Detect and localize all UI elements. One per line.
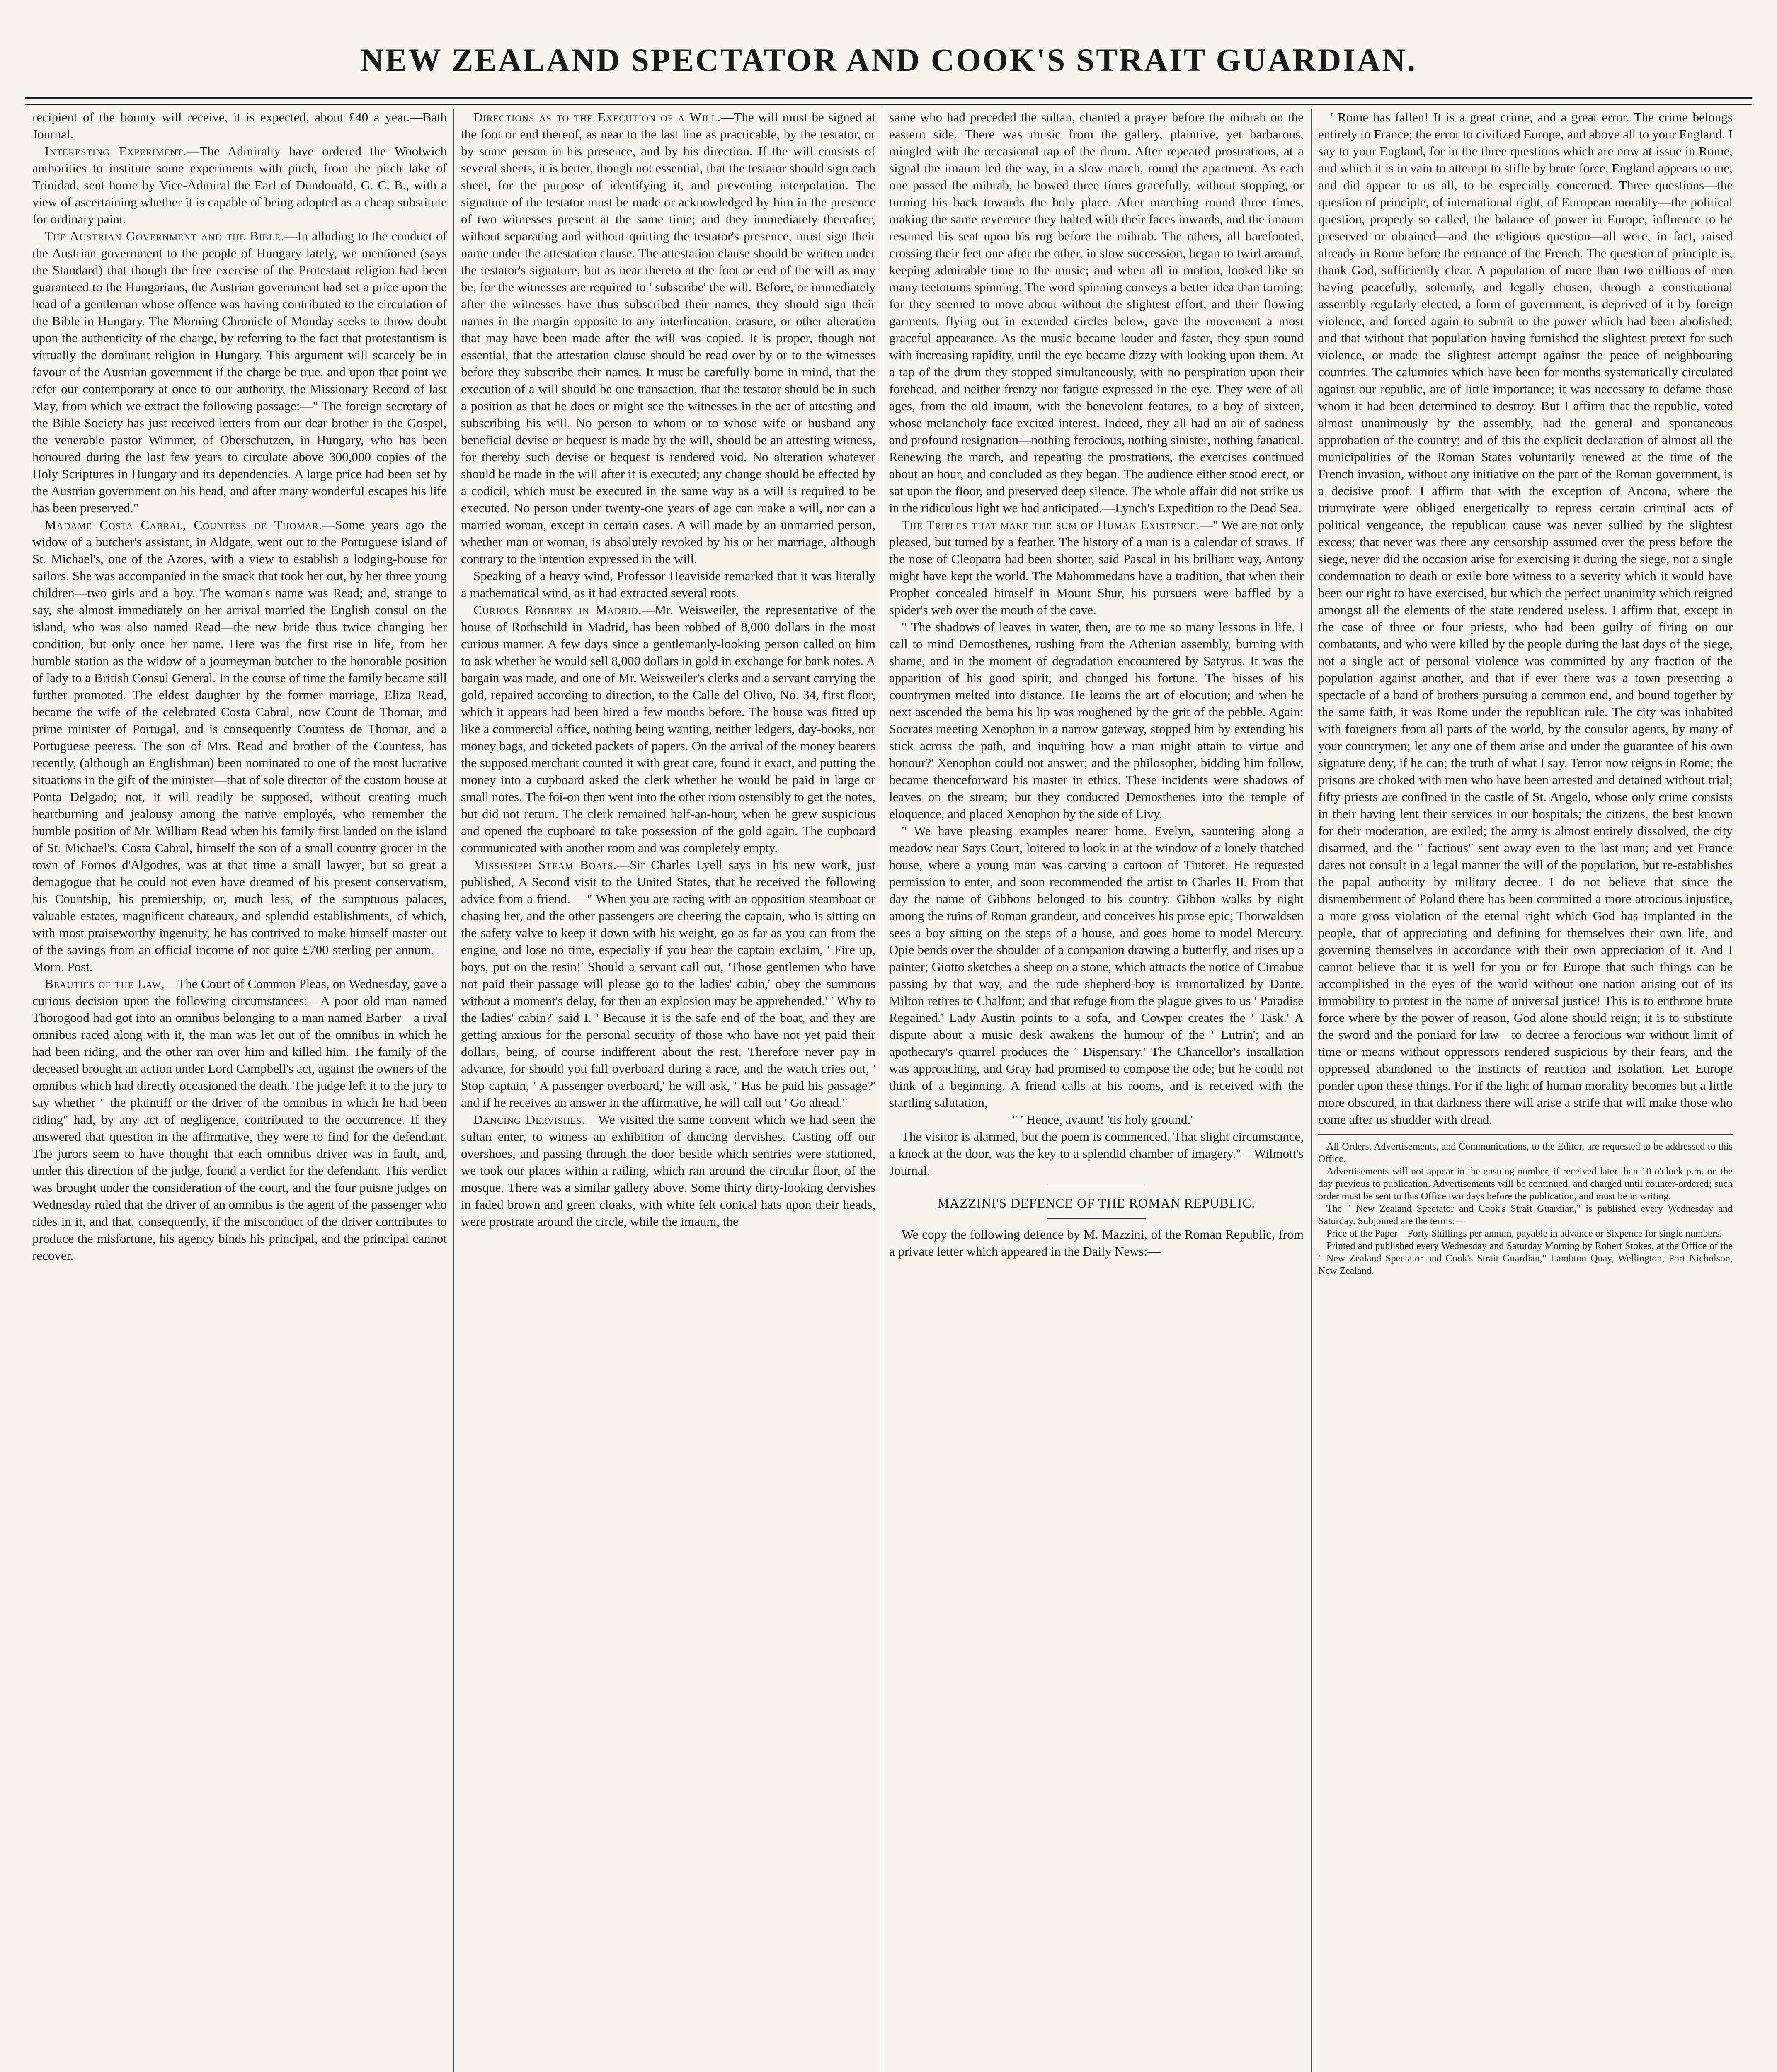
article-paragraph: The visitor is alarmed, but the poem is commenced. That slight circumstance, a knock at the door, was the key to a splendid chamber of imagery."—Wilmott's Journal. [889, 1129, 1304, 1178]
article-heading: Interesting Experiment. [45, 144, 187, 158]
column-divider [1311, 109, 1312, 2072]
article-body: —In alluding to the conduct of the Austrian government to the people of Hungary lately, we mentioned (says the Standard) that though the free exercise of the Protestant religion had been guaranteed to the Hungarians, the Austrian government had set a price upon the head of a gentleman whose offence was having contributed to the circulation of the Bible in Hungary. The Morning Chronicle of Monday seeks to throw doubt upon the authenticity of the charge, by referring to the fact that protestantism is virtually the dominant religion in Hungary. This argument will scarcely be in favour of the Austrian government if the charge be true, and upon that point we refer our contemporary at once to our authority, the Missionary Record of last May, from which we extract the following passage:—" The foreign secretary of the Bible Society has just received letters from our dear brother in the Gospel, the venerable pastor Wimmer, of Oberschutzen, in Hungary, who has been honoured during the last few years to circulate above 300,000 copies of the Holy Scriptures in Hungary and its dependencies. A large price had been set by the Austrian government on his head, and after many wonderful escapes his life has been preserved." [32, 229, 447, 515]
section-heading: MAZZINI'S DEFENCE OF THE ROMAN REPUBLIC. [937, 1196, 1256, 1210]
article-trifles [889, 516, 1304, 618]
article-body: —Some years ago the widow of a butcher's assistant, in Aldgate, went out to the Portuguese island of St. Michael's, one of the Azores, with a view to establish a lodging-house for sailors. She was accompanied in the smack that took her out, by her three young children—two girls and a boy. The woman's name was Read; and, strange to say, she almost immediately on her arrival married the English consul on the island, who was also named Read—the new bride thus twice changing her condition, but only once her name. Here was the first rise in life, from her humble station as the widow of a journeyman butcher to the honorable position of lady to a British Consul General. In the course of time the family became still further promoted. The eldest daughter by the former marriage, Eliza Read, became the wife of the celebrated Costa Cabral, now Count de Thomar, and prime minister of Portugal, and is consequently Countess de Thomar, and a Portuguese peeress. The son of Mrs. Read and brother of the Countess, has recently, (although an Englishman) been nominated to one of the most lucrative situations in the gift of the minister—that of sole director of the custom house at Ponta Delgado; not, it will readily be supposed, without creating much heartburning and jealousy among the native employés, who remember the humble position of Mr. William Read when his family first landed on the island of St. Michael's. Costa Cabral, himself the son of a small country grocer in the town of Fornos d'Algodres, was at that time a small lawyer, but so great a demagogue that he could not even have dreamed of his present conservatism, his Countship, his premiership, or, much less, of the sumptuous palaces, valuable estates, magnificent chateaux, and splendid establishments, of which, with most praiseworthy ingenuity, he has contrived to make himself master out of the savings from an official income of not quite £700 sterling per annum.—Morn. Post. [32, 518, 447, 974]
article-heading: Dancing Dervishes. [473, 1112, 586, 1127]
article-paragraph: We copy the following defence by M. Mazzini, of the Roman Republic, from a private letter which appeared in the Daily News:— [889, 1227, 1304, 1259]
notice-line: Price of the Paper—Forty Shillings per annum, payable in advance or Sixpence for single numbers. [1326, 1228, 1722, 1239]
section-divider [1318, 1134, 1733, 1135]
article-dancing-dervishes [461, 1111, 875, 1230]
article-body: —The will must be signed at the foot or end thereof, as near to the last line as practicable, by the testator, or by some person in his presence, and by his direction. If the will consists of several sheets, it is better, though not essential, that the testator should sign each sheet, for the purpose of identifying it, and preventing interpolation. The signature of the testator must be made or acknowledged by him in the presence of two witnesses present at the same time; and they immediately thereafter, without separating and without quitting the testator's presence, must sign their name under the attestation clause. The attestation clause should be written under the testator's signature, but as near thereto at the foot or end of the will as may be, for the witnesses are required to ' subscribe' the will. Before, or immediately after the witnesses have thus subscribed their names, they should sign their names in the margin opposite to any interlineation, erasure, or other alteration that may have been made after the will was copied. It is proper, though not essential, that the attestation clause should be read over by or to the witnesses before they subscribe their names. It must be carefully borne in mind, that the execution of a will should be one transaction, that the testator should be in such a position as that he does or might see the witnesses in the act of attesting and subscribing his will. No person to whom or to whose wife or husband any beneficial devise or bequest is made by the will, should be an attesting witness, for thereby such devise or bequest is rendered void. No alteration whatever should be made in the will after it is executed; any change should be effected by a codicil, which must be executed in the same way as a will is required to be executed. No person under twenty-one years of age can make a will, nor can a married woman, except in certain cases. A will made by an unmarried person, whether man or woman, is absolutely revoked by his or her marriage, although contrary to the intention expressed in the will. [461, 110, 875, 566]
column-4 [1318, 109, 1733, 2072]
article-heading: The Trifles that make the sum of Human Existence. [902, 518, 1200, 532]
article-paragraph: " We have pleasing examples nearer home. Evelyn, sauntering along a meadow near Says Court, loitered to look in at the window of a lonely thatched house, where a young man was carving a cartoon of Tintoret. He requested permission to enter, and soon recommended the artist to Charles II. From that day the name of Gibbons belonged to his country. Gibbon walks by night among the ruins of Roman grandeur, and conceives his prose epic; Thorwaldsen sees a boy sitting on the steps of a house, and goes home to model Mercury. Opie bends over the shoulder of a companion drawing a butterfly, and rises up a painter; Giotto sketches a sheep on a stone, which attracts the notice of Cimabue passing by that way, and the rude shepherd-boy is immortalized by Dante. Milton retires to Chalfont; and that refuge from the plague gives to us ' Paradise Regained.' Lady Austin points to a sofa, and Cowper creates the ' Task.' A dispute about a music desk awakens the humour of the ' Lutrin'; and an apothecary's quarrel produces the ' Dispensary.' The Chancellor's installation was approaching, and Gray had promised to compose the ode; but he could not think of a beginning. A friend calls at his rooms, and is received with the startling salutation, [889, 823, 1304, 1110]
article-body: —" We are not only pleased, but turned by a feather. The history of a man is a calendar of straws. If the nose of Cleopatra had been shorter, said Pascal in his brilliant way, Antony might have kept the world. The Mahommedans have a tradition, that when their Prophet concealed himself in Mount Shur, his pursuers were baffled by a spider's web over the mouth of the cave. [889, 518, 1304, 617]
article-heading: Beauties of the Law, [45, 976, 165, 991]
article-body: —We visited the same convent which we had seen the sultan enter, to witness an exhibition of dancing dervishes. Casting off our overshoes, and passing through the door beside which sentries were stationed, we took our places within a railing, which ran around the circular floor, of the mosque. There was a similar gallery above. Some thirty dirty-looking dervishes in faded brown and green cloaks, with white felt conical hats upon their heads, were prostrate around the circle, while the imaum, the [461, 1112, 875, 1229]
notice-line: Printed and published every Wednesday and Saturday Morning by Robert Stokes, at the Office of the " New Zealand Spectator and Cook's Strait Guardian," Lambton Quay, Wellington, Port Nicholson, New Zealand. [1318, 1241, 1733, 1276]
article-body: —The Admiralty have ordered the Woolwich authorities to institute some experiments with pitch, from the pitch lake of Trinidad, sent home by Vice-Admiral the Earl of Dundonald, G. C. B., with a view of ascertaining whether it is capable of being adopted as a cheap substitute for ordinary paint. [32, 144, 447, 226]
article-body: —The Court of Common Pleas, on Wednesday, gave a curious decision upon the following circumstances:—A poor old man named Thorogood had got into an omnibus belonging to a man named Barber—a rival omnibus raced along with it, the man was let out of the omnibus in which he had been riding, and the other ran over him and killed him. The family of the deceased brought an action under Lord Campbell's act, against the owners of the omnibus which had directly occasioned the death. The judge left it to the jury to say whether " the plaintiff or the driver of the omnibus in which he had been riding" had, by any act of negligence, contributed to the occurrence. If they answered that question in the affirmative, they were to find for the defendant. The jurors seem to have thought that each omnibus driver was in fault, and, under this direction of the judge, found a verdict for the defendant. This verdict was brought under the consideration of the court, and the four puisne judges on Wednesday ruled that the driver of an omnibus is the agent of the passenger who rides in it, and that, consequently, if the misconduct of the driver contributes to produce the misfortune, his agency binds his principal, and the principal cannot recover. [32, 976, 447, 1263]
article-heading: Directions as to the Execution of a Will. [473, 110, 721, 124]
column-2 [461, 109, 875, 2072]
article-paragraph: Speaking of a heavy wind, Professor Heaviside remarked that it was literally a mathematical wind, as it had extracted several roots. [461, 569, 875, 600]
article-beauties-of-law [32, 975, 447, 1264]
article-body: —Sir Charles Lyell says in his new work, just published, A Second visit to the United States, that he received the following advice from a friend. —" When you are racing with an opposition steamboat or chasing her, and the other passengers are cheering the captain, who is sitting on the safety valve to keep it down with his weight, go as far as you can from the engine, and lose no time, especially if you hear the captain exclaim, ' Fire up, boys, put on the resin!' Should a servant call out, 'Those gentlemen who have not paid their passage will please go to the ladies' cabin,' obey the summons without a moment's delay, for then an explosion may be apprehended.' ' Why to the ladies' cabin?' said I. ' Because it is the safe end of the boat, and they are getting anxious for the personal security of those who have not yet paid their dollars, being, of course indifferent about the rest. Therefore never pay in advance, for should you fall overboard during a race, and the watch cries out, ' Stop captain, ' A passenger overboard,' he will ask, ' Has he paid his passage?' and if he receives an answer in the affirmative, he will call out ' Go ahead." [461, 857, 875, 1110]
column-3 [889, 109, 1304, 2072]
article-paragraph: " The shadows of leaves in water, then, are to me so many lessons in life. I call to mind Demosthenes, rushing from the Athenian assembly, burning with shame, and in the moment of degradation encountered by Satyrus. It was the apparition of his good spirit, and changed his fortune. The hisses of his countrymen melted into distance. He learns the art of elocution; and when he next ascended the bema his lip was roughened by the grit of the pebble. Again: Socrates meeting Xenophon in a narrow gateway, stopped him by extending his stick across the path, and inquiring how a man might attain to virtue and honour?' Xenophon could not answer; and the philosopher, bidding him follow, became thenceforward his master in ethics. These incidents were shadows of leaves on the stream; but they conducted Demosthenes into the temple of eloquence, and placed Xenophon by the side of Livy. [889, 620, 1304, 821]
article-paragraph: ' Rome has fallen! It is a great crime, and a great error. The crime belongs entirely to France; the error to civilized Europe, and above all to your England. I say to your England, for in the three questions which are now at issue in Rome, and which it is in vain to attempt to stifle by brute force, England appears to me, and did appear to us all, to be especially concerned. Three questions—the question of principle, of international right, of European morality—the political question, properly so called, the balance of power in Europe, influence to be preserved or obtained—and the religious question—all were, in fact, raised already in Rome before the entrance of the French. The question of principle is, thank God, sufficiently clear. A population of more than two millions of men having peacefully, solemnly, and legally chosen, through a constitutional assembly regularly elected, a form of government, is deprived of it by foreign violence, and forced again to submit to the power which had been abolished; and that without that population having furnished the slightest pretext for such violence, or made the slightest attempt against the peace of neighbouring countries. The calumnies which have been for months systematically circulated against our republic, are of little importance; it was necessary to defame those whom it had been determined to destroy. But I affirm that the republic, voted almost unanimously by the assembly, had the general and spontaneous approbation of the country; and of this the explicit declaration of almost all the municipalities of the Roman States voluntarily renewed at the time of the French invasion, without any initiative on the part of the Roman government, is a decisive proof. I affirm that with the exception of Ancona, where the triumvirate were obliged energetically to repress certain criminal acts of political vengeance, the republican cause was never sullied by the slightest excess; that never was there any censorship assumed over the press before the siege, never did the occasion arise for exercising it during the siege, not a single condemnation to death or exile bore witness to a severity which it would have been our right to have exercised, but which the perfect unanimity which reigned amongst all the elements of the state rendered useless. I affirm that, except in the case of three or four priests, who had been guilty of firing on our combatants, and who were killed by the people during the last days of the siege, not a single act of personal violence was committed by any fraction of the population against another, and that if ever there was a town presenting a spectacle of a band of brothers pursuing a common end, and bound together by the same faith, it was Rome under the republican rule. The city was inhabited with foreigners from all parts of the world, by the consular agents, by many of your countrymen; let any one of them arise and under the guarantee of his own signature deny, if he can; the truth of what I say. Terror now reigns in Rome; the prisons are choked with men who have been arrested and detained without trial; fifty priests are confined in the castle of St. Angelo, whose only crime consists in their having lent their services in our hospitals; the citizens, the best known for their moderation, are exiled; the army is almost entirely dissolved, the city disarmed, and the " factious" sent away even to the last man; and yet France dares not consult in a legal manner the will of the population, but re-establishes the papal authority by military decree. I do not believe that since the dismemberment of Poland there has been committed a more atrocious injustice, a more gross violation of the eternal right which God has implanted in the people, that of appreciating and defining for themselves their own life, and governing themselves in accordance with their own appreciation of it. And I cannot believe that it is well for you or for Europe that such things can be accomplished in the eyes of the world without one nation arising out of its immobility to protest in the name of universal justice! This is to enthrone brute force where by the power of reason, God alone should reign; it is to substitute the sword and the poniard for law—to decree a ferocious war without limit of time or means without oppressors rendered suspicious by their fears, and the oppressed abandoned to the instincts of reaction and isolation. Let Europe ponder upon these things. For if the light of human morality becomes but a little more obscured, in that darkness there will arise a strife that will make those who come after us shudder with dread. [1318, 110, 1733, 1127]
article-costa-cabral [32, 516, 447, 975]
notice-line: All Orders, Advertisements, and Communications, to the Editor, are requested to be addressed to this Office. [1318, 1141, 1733, 1164]
article-mississippi-steam-boats [461, 856, 875, 1111]
article-body: —Mr. Weisweiler, the representative of the house of Rothschild in Madrid, has been robbed of 8,000 dollars in the most curious manner. A few days since a gentlemanly-looking person called on him to ask whether he would sell 8,000 dollars in gold in exchange for bank notes. A bargain was made, and one of Mr. Weisweiler's clerks and a servant carrying the gold, repaired according to direction, to the Calle del Olivo, No. 34, first floor, which it appears had been hired a few months before. The house was fitted up like a commercial office, nothing being wanting, neither ledgers, day-books, nor money bags, and ticketed packets of papers. On the arrival of the money bearers the supposed merchant counted it with great care, found it exact, and putting the money into a cupboard asked the clerk whether he would be paid in large or small notes. The foi-on then went into the other room ostensibly to get the notes, but did not return. The clerk remained half-an-hour, when he grew suspicious and opened the cupboard to take possession of the gold again. The cupboard communicated with another room and was completely empty. [461, 603, 875, 855]
column-divider [453, 109, 454, 2072]
article-interesting-experiment [32, 143, 447, 228]
article-austrian-government [32, 228, 447, 516]
masthead: NEW ZEALAND SPECTATOR AND COOK'S STRAIT GUARDIAN. [360, 42, 1417, 78]
notice-line: Advertisements will not appear in the ensuing number, if received later than 10 o'clock p.m. on the day previous to publication. Advertisements will be continued, and charged until counter-ordered; such order must be sent to this Office two days before the publication, and must be in writing. [1318, 1166, 1733, 1202]
masthead-rule-thin [25, 104, 1752, 105]
article-execution-of-will [461, 109, 875, 567]
article-quotation: " ' Hence, avaunt! 'tis holy ground.' [1012, 1112, 1193, 1127]
article-paragraph: same who had preceded the sultan, chanted a prayer before the mihrab on the eastern side. There was music from the gallery, plaintive, yet barbarous, mingled with the occasional tap of the drum. After repeated prostrations, at a signal the imaum led the way, in a slow march, round the apartment. As each one passed the mihrab, he bowed three times gracefully, without stopping, or turning his back towards the holy place. After marching round three times, making the same reverence they halted with their faces inwards, and the imaum resumed his seat upon his rug before the mihrab. The others, all barefooted, crossing their feet one after the other, in slow succession, began to twirl around, keeping admirable time to the music; and when all in motion, looked like so many teetotums spinning. The word spinning conveys a better idea than turning; for they seemed to move about without the slightest effort, and their flowing garments, flying out in extended circles below, gave the movement a most graceful appearance. As the music became louder and faster, they spun round with increasing rapidity, until the eye became dizzy with looking upon them. At a tap of the drum they stopped simultaneously, with no perspiration upon their forehead, and neither frenzy nor fatigue expressed in the eye. They were of all ages, from the old imaum, with the benevolent features, to a boy of sixteen, whose melancholy face excited interest. Indeed, they all had an air of sadness and profound resignation—nothing ferocious, nothing sinister, nothing fanatical. Renewing the march, and repeating the prostrations, the exercises continued about an hour, and concluded as they began. The audience either stood erect, or sat upon the floor, and preserved deep silence. The whole affair did not strike us in the ridiculous light we had anticipated.—Lynch's Expedition to the Dead Sea. [889, 110, 1304, 515]
column-1 [32, 109, 447, 2072]
publisher-notice [1318, 1140, 1733, 1277]
article-curious-robbery [461, 601, 875, 856]
masthead-rule-thick [25, 97, 1752, 99]
article-heading: Mississippi Steam Boats. [473, 857, 617, 872]
article-paragraph: recipient of the bounty will receive, it is expected, about £40 a year.—Bath Journal. [32, 110, 447, 141]
article-heading: Madame Costa Cabral, Countess de Thomar. [45, 518, 322, 532]
article-heading: Curious Robbery in Madrid. [473, 603, 642, 617]
notice-line: The " New Zealand Spectator and Cook's Strait Guardian," is published every Wednesday and Saturday. Subjoined are the terms:— [1318, 1203, 1733, 1227]
article-heading: The Austrian Government and the Bible. [45, 229, 285, 243]
section-divider [1047, 1218, 1146, 1219]
